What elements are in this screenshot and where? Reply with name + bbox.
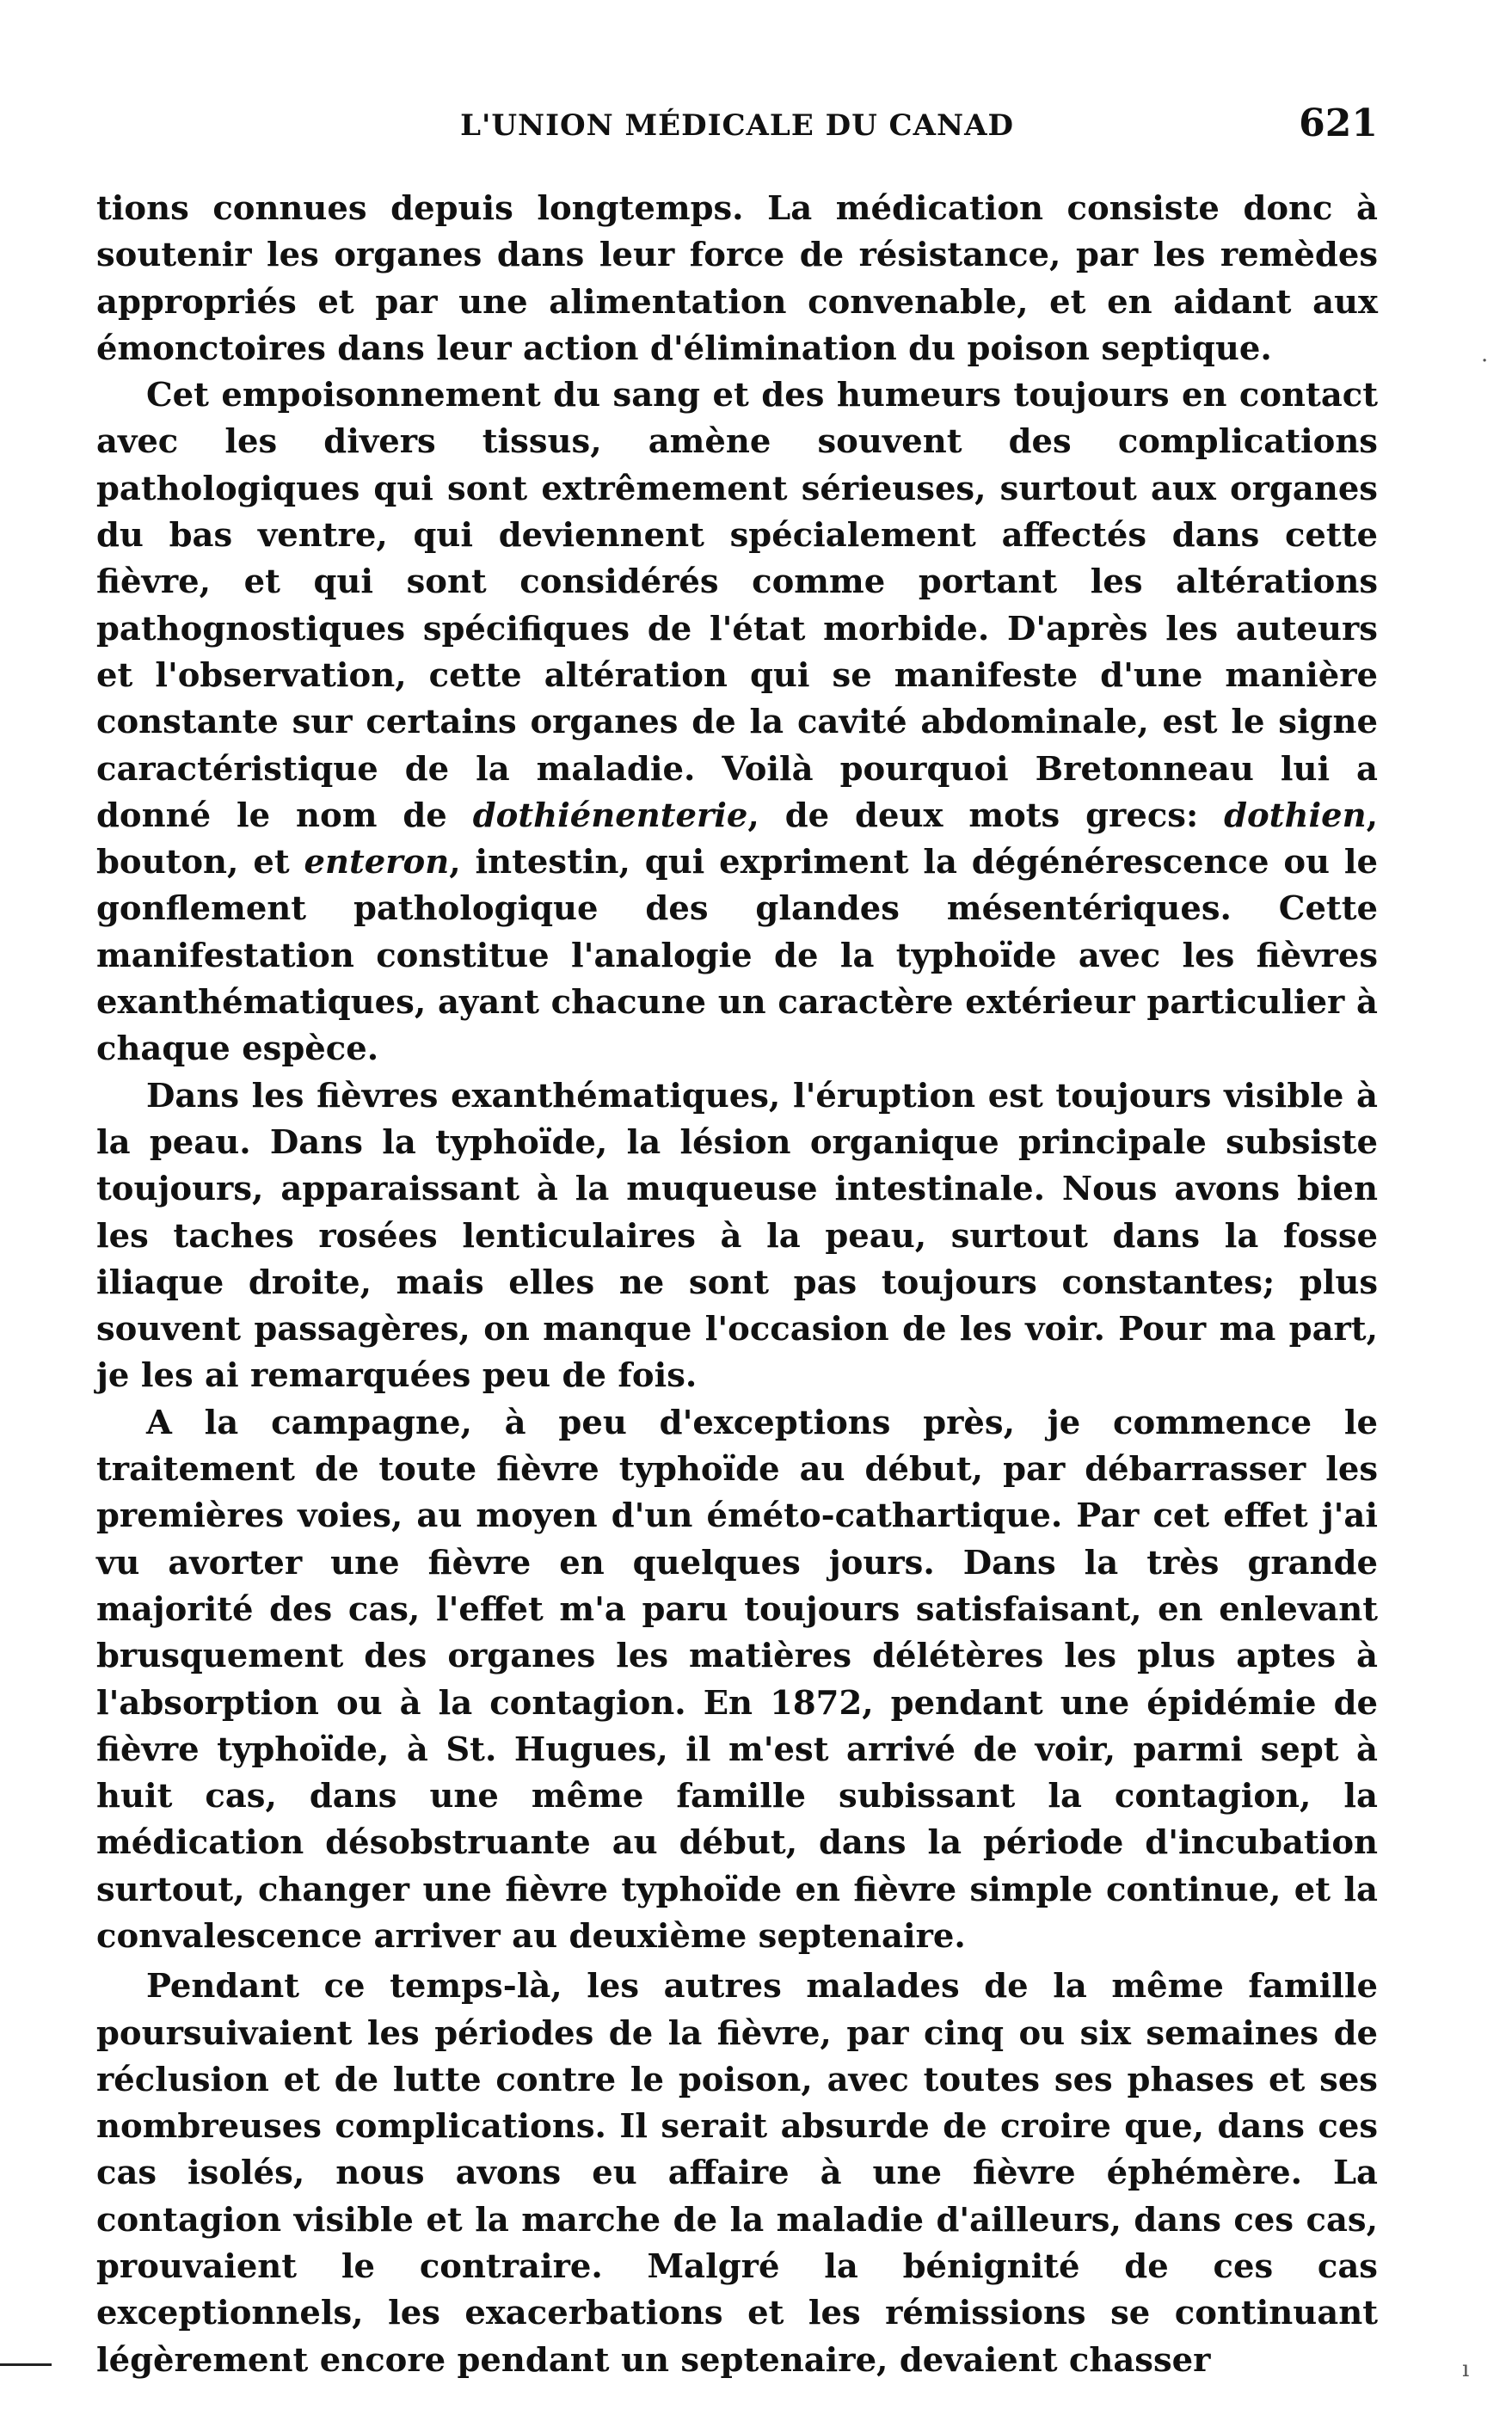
paragraph-2-part-d: , intestin, qui expriment la dégénérescence ou le gonflement pathologique des glandes mésentériques. Cette manifestation constitue l'analogie de la typhoïde avec les fièvres exanthématiques, ayant chacune un caractère extérieur particulier à chaque espèce.: [96, 843, 1378, 1069]
page: [96, 101, 1378, 2384]
paragraph-5: Pendant ce temps-là, les autres malades de la même famille poursuivaient les périodes de la fièvre, par cinq ou six semaines de réclusion et de lutte contre le poison, avec toutes ses phases et ses nombreuses complications. Il serait absurde de croire que, dans ces cas isolés, nous avons eu affaire à une fièvre éphémère. La contagion visible et la marche de la maladie d'ailleurs, dans ces cas, prouvaient le contraire. Malgré la bénignité de ces cas exceptionnels, les exacerbations et les rémissions se continuant légèrement encore pendant un septenaire, devaient chasser: [96, 1967, 1378, 2380]
article-body: [96, 186, 1378, 2384]
paragraph-2-part-a: Cet empoisonnement du sang et des humeurs toujours en contact avec les divers tissus, amène souvent des complications pathologiques qui sont extrêmement sérieuses, surtout aux organes du bas ventre, qui deviennent spécialement affectés dans cette fièvre, et qui sont considérés comme portant les altérations pathognostiques spécifiques de l'état morbide. D'après les auteurs et l'observation, cette altération qui se manifeste d'une manière constante sur certains organes de la cavité abdominale, est le signe caractéristique de la maladie. Voilà pourquoi Bretonneau lui a donné le nom de: [96, 376, 1378, 835]
bottom-rule: [0, 2363, 52, 2366]
term-dothien: dothien: [1224, 796, 1367, 835]
paragraph-3: Dans les fièvres exanthématiques, l'éruption est toujours visible à la peau. Dans la typhoïde, la lésion organique principale subsiste toujours, apparaissant à la muqueuse intestinale. Nous avons bien les taches rosées lenticulaires à la peau, surtout dans la fosse iliaque droite, mais elles ne sont pas toujours constantes; plus souvent passagères, on manque l'occasion de les voir. Pour ma part, je les ai remarquées peu de fois.: [96, 1076, 1378, 1396]
paragraph-2: [96, 372, 1378, 1072]
paragraph-2-part-b: , de deux mots grecs:: [747, 796, 1225, 835]
paragraph-2-part-c: , bouton, et: [96, 796, 1378, 882]
paragraph-4: A la campagne, à peu d'exceptions près, je commence le traitement de toute fièvre typhoïde au début, par débarrasser les premières voies, au moyen d'un éméto-cathartique. Par cet effet j'ai vu avorter une fièvre en quelques jours. Dans la très grande majorité des cas, l'effet m'a paru toujours satisfaisant, en enlevant brusquement des organes les matières délétères les plus aptes à l'absorption ou à la contagion. En 1872, pendant une épidémie de fièvre typhoïde, à St. Hugues, il m'est arrivé de voir, parmi sept à huit cas, dans une même famille subissant la contagion, la médication désobstruante au début, dans la période d'incubation surtout, changer une fièvre typhoïde en fièvre simple continue, et la convalescence arriver au deuxième septenaire.: [96, 1403, 1378, 1956]
margin-tick: ı: [1462, 2357, 1470, 2382]
margin-speck: ·: [1481, 348, 1489, 374]
running-head: [96, 101, 1378, 162]
page-number: 621: [1299, 101, 1378, 145]
term-enteron: enteron: [304, 843, 450, 882]
paragraph-1: tions connues depuis longtemps. La médication consiste donc à soutenir les organes dans leur force de résistance, par les remèdes appropriés et par une alimentation convenable, et en aidant aux émonctoires dans leur action d'élimination du poison septique.: [96, 189, 1378, 368]
running-title: L'UNION MÉDICALE DU CANAD: [460, 108, 1014, 143]
term-dothienenterie: dothiénenterie: [472, 796, 748, 835]
